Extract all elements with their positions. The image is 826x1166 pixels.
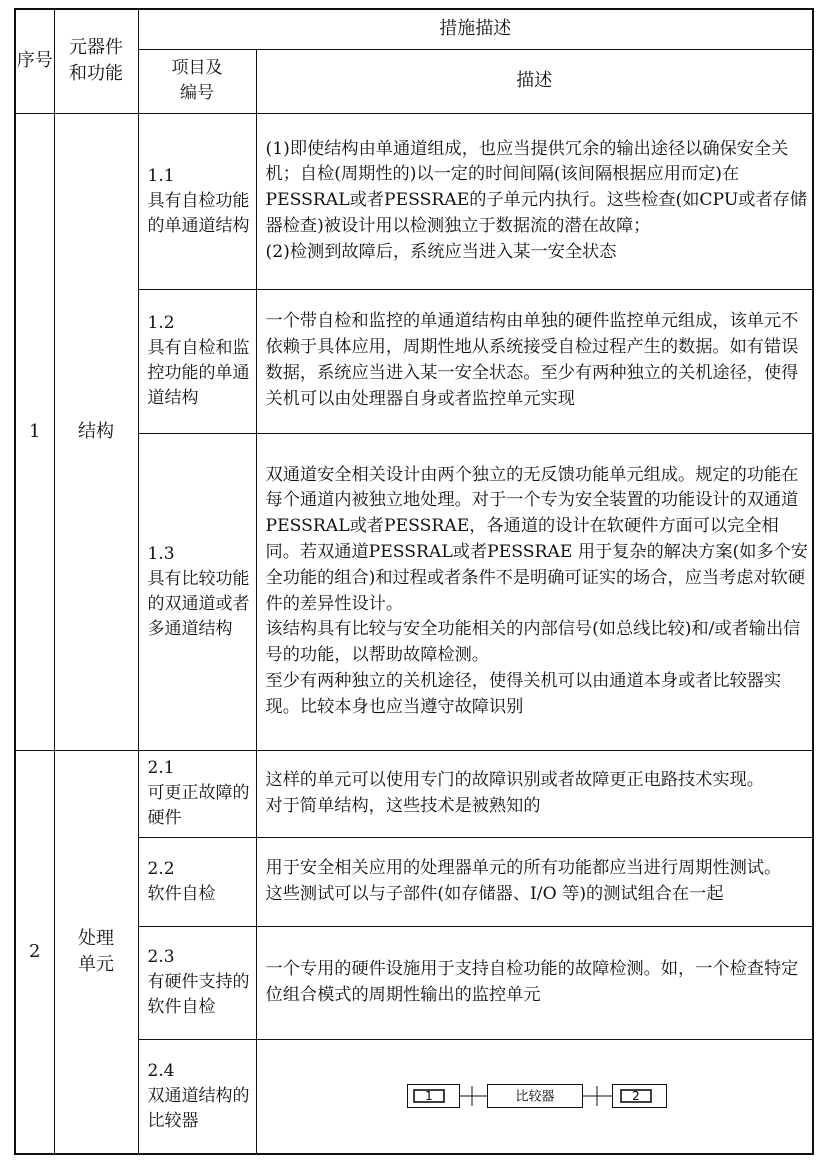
item-cell xyxy=(138,1039,256,1154)
table-row xyxy=(15,113,813,289)
header-item: 项目及编号 xyxy=(138,49,256,113)
group-number: 1 xyxy=(15,113,54,750)
description-paragraph: 这些测试可以与子部件(如存储器、I/O 等)的测试组合在一起 xyxy=(265,883,724,904)
document-page xyxy=(14,8,812,1155)
item-id: 2.3 xyxy=(147,947,175,967)
description-cell xyxy=(256,926,813,1039)
item-cell xyxy=(138,750,256,837)
channel-1-label: 1 xyxy=(424,1089,433,1104)
description-paragraph: 至少有两种独立的关机途径，使得关机可以由通道本身或者比较器实现。比较本身也应当遵守故障识别 xyxy=(265,670,782,717)
item-cell xyxy=(138,837,256,926)
description-paragraph: (2)检测到故障后，系统应当进入某一安全状态 xyxy=(265,241,617,262)
item-cell xyxy=(138,926,256,1039)
group-component: 处理单元 xyxy=(54,750,138,1154)
item-name: 有硬件支持的软件自检 xyxy=(147,972,250,1017)
item-id: 2.2 xyxy=(147,858,175,879)
description-cell xyxy=(256,1039,813,1154)
item-name: 具有比较功能的双通道或者多通道结构 xyxy=(147,568,250,639)
description-cell xyxy=(256,433,813,750)
item-cell xyxy=(138,113,256,289)
header-description: 描述 xyxy=(256,49,813,113)
description-cell xyxy=(256,113,813,289)
item-cell xyxy=(138,433,256,750)
comparator-diagram xyxy=(266,1078,809,1114)
header-seq: 序号 xyxy=(15,9,54,113)
item-id: 1.3 xyxy=(147,543,175,564)
item-name: 双通道结构的比较器 xyxy=(147,1085,250,1131)
item-id: 2.1 xyxy=(147,758,175,778)
header-component: 元器件和功能 xyxy=(54,9,138,113)
item-id: 1.1 xyxy=(147,165,175,186)
item-id: 2.4 xyxy=(147,1060,175,1081)
description-cell xyxy=(256,289,813,433)
group-component: 结构 xyxy=(54,113,138,750)
item-name: 软件自检 xyxy=(147,883,216,904)
header-measures: 措施描述 xyxy=(138,9,813,49)
description-paragraph: 用于安全相关应用的处理器单元的所有功能都应当进行周期性测试。 xyxy=(265,857,782,878)
description-paragraph: 一个带自检和监控的单通道结构由单独的硬件监控单元组成，该单元不依赖于具体应用，周期性地从系统接受自检过程产生的数据。如有错误数据，系统应当进入某一安全状态。至少有两种独立的关机途径，使得关机可以由处理器自身或者监控单元实现 xyxy=(265,311,799,409)
item-id: 1.2 xyxy=(147,313,175,333)
item-cell xyxy=(138,289,256,433)
group-number: 2 xyxy=(15,750,54,1154)
item-name: 可更正故障的硬件 xyxy=(147,783,250,828)
channel-2-label: 2 xyxy=(631,1089,640,1104)
table-header-row xyxy=(15,9,813,49)
description-paragraph: 双通道安全相关设计由两个独立的无反馈功能单元组成。规定的功能在每个通道内被独立地处理。对于一个专为安全装置的功能设计的双通道PESSRAL或者PESSRAE，各通道的设计在软硬件方面可以完全相同。若双通道PESSRAL或者PESSRAE 用于复杂的解决方案(如多个安全功能的组合)和过程或者条件不是明确可证实的场合，应当考虑对软硬件的差异性设计。 xyxy=(265,464,808,614)
channel-1-block xyxy=(407,1085,459,1108)
item-name: 具有自检和监控功能的单通道结构 xyxy=(147,338,250,408)
description-paragraph: (1)即使结构由单通道组成，也应当提供冗余的输出途径以确保安全关机；自检(周期性的)以一定的时间间隔(该间隔根据应用而定)在PESSRAL或者PESSRAE的子单元内执行。这些检查(如CPU或者存储器检查)被设计用以检测独立于数据流的潜在故障； xyxy=(265,138,808,236)
description-paragraph: 一个专用的硬件设施用于支持自检功能的故障检测。如，一个检查特定位组合模式的周期性输出的监控单元 xyxy=(265,958,799,1005)
description-cell xyxy=(256,750,813,837)
item-name: 具有自检功能的单通道结构 xyxy=(147,190,250,236)
description-paragraph: 这样的单元可以使用专门的故障识别或者故障更正电路技术实现。 xyxy=(265,769,764,790)
description-cell xyxy=(256,837,813,926)
description-paragraph: 对于简单结构，这些技术是被熟知的 xyxy=(265,795,541,816)
comparator-diagram-svg xyxy=(407,1078,667,1114)
measures-table xyxy=(14,8,814,1155)
description-paragraph: 该结构具有比较与安全功能相关的内部信号(如总线比较)和/或者输出信号的功能，以帮助故障检测。 xyxy=(265,619,801,666)
comparator-label: 比较器 xyxy=(515,1089,555,1105)
table-row xyxy=(15,750,813,837)
